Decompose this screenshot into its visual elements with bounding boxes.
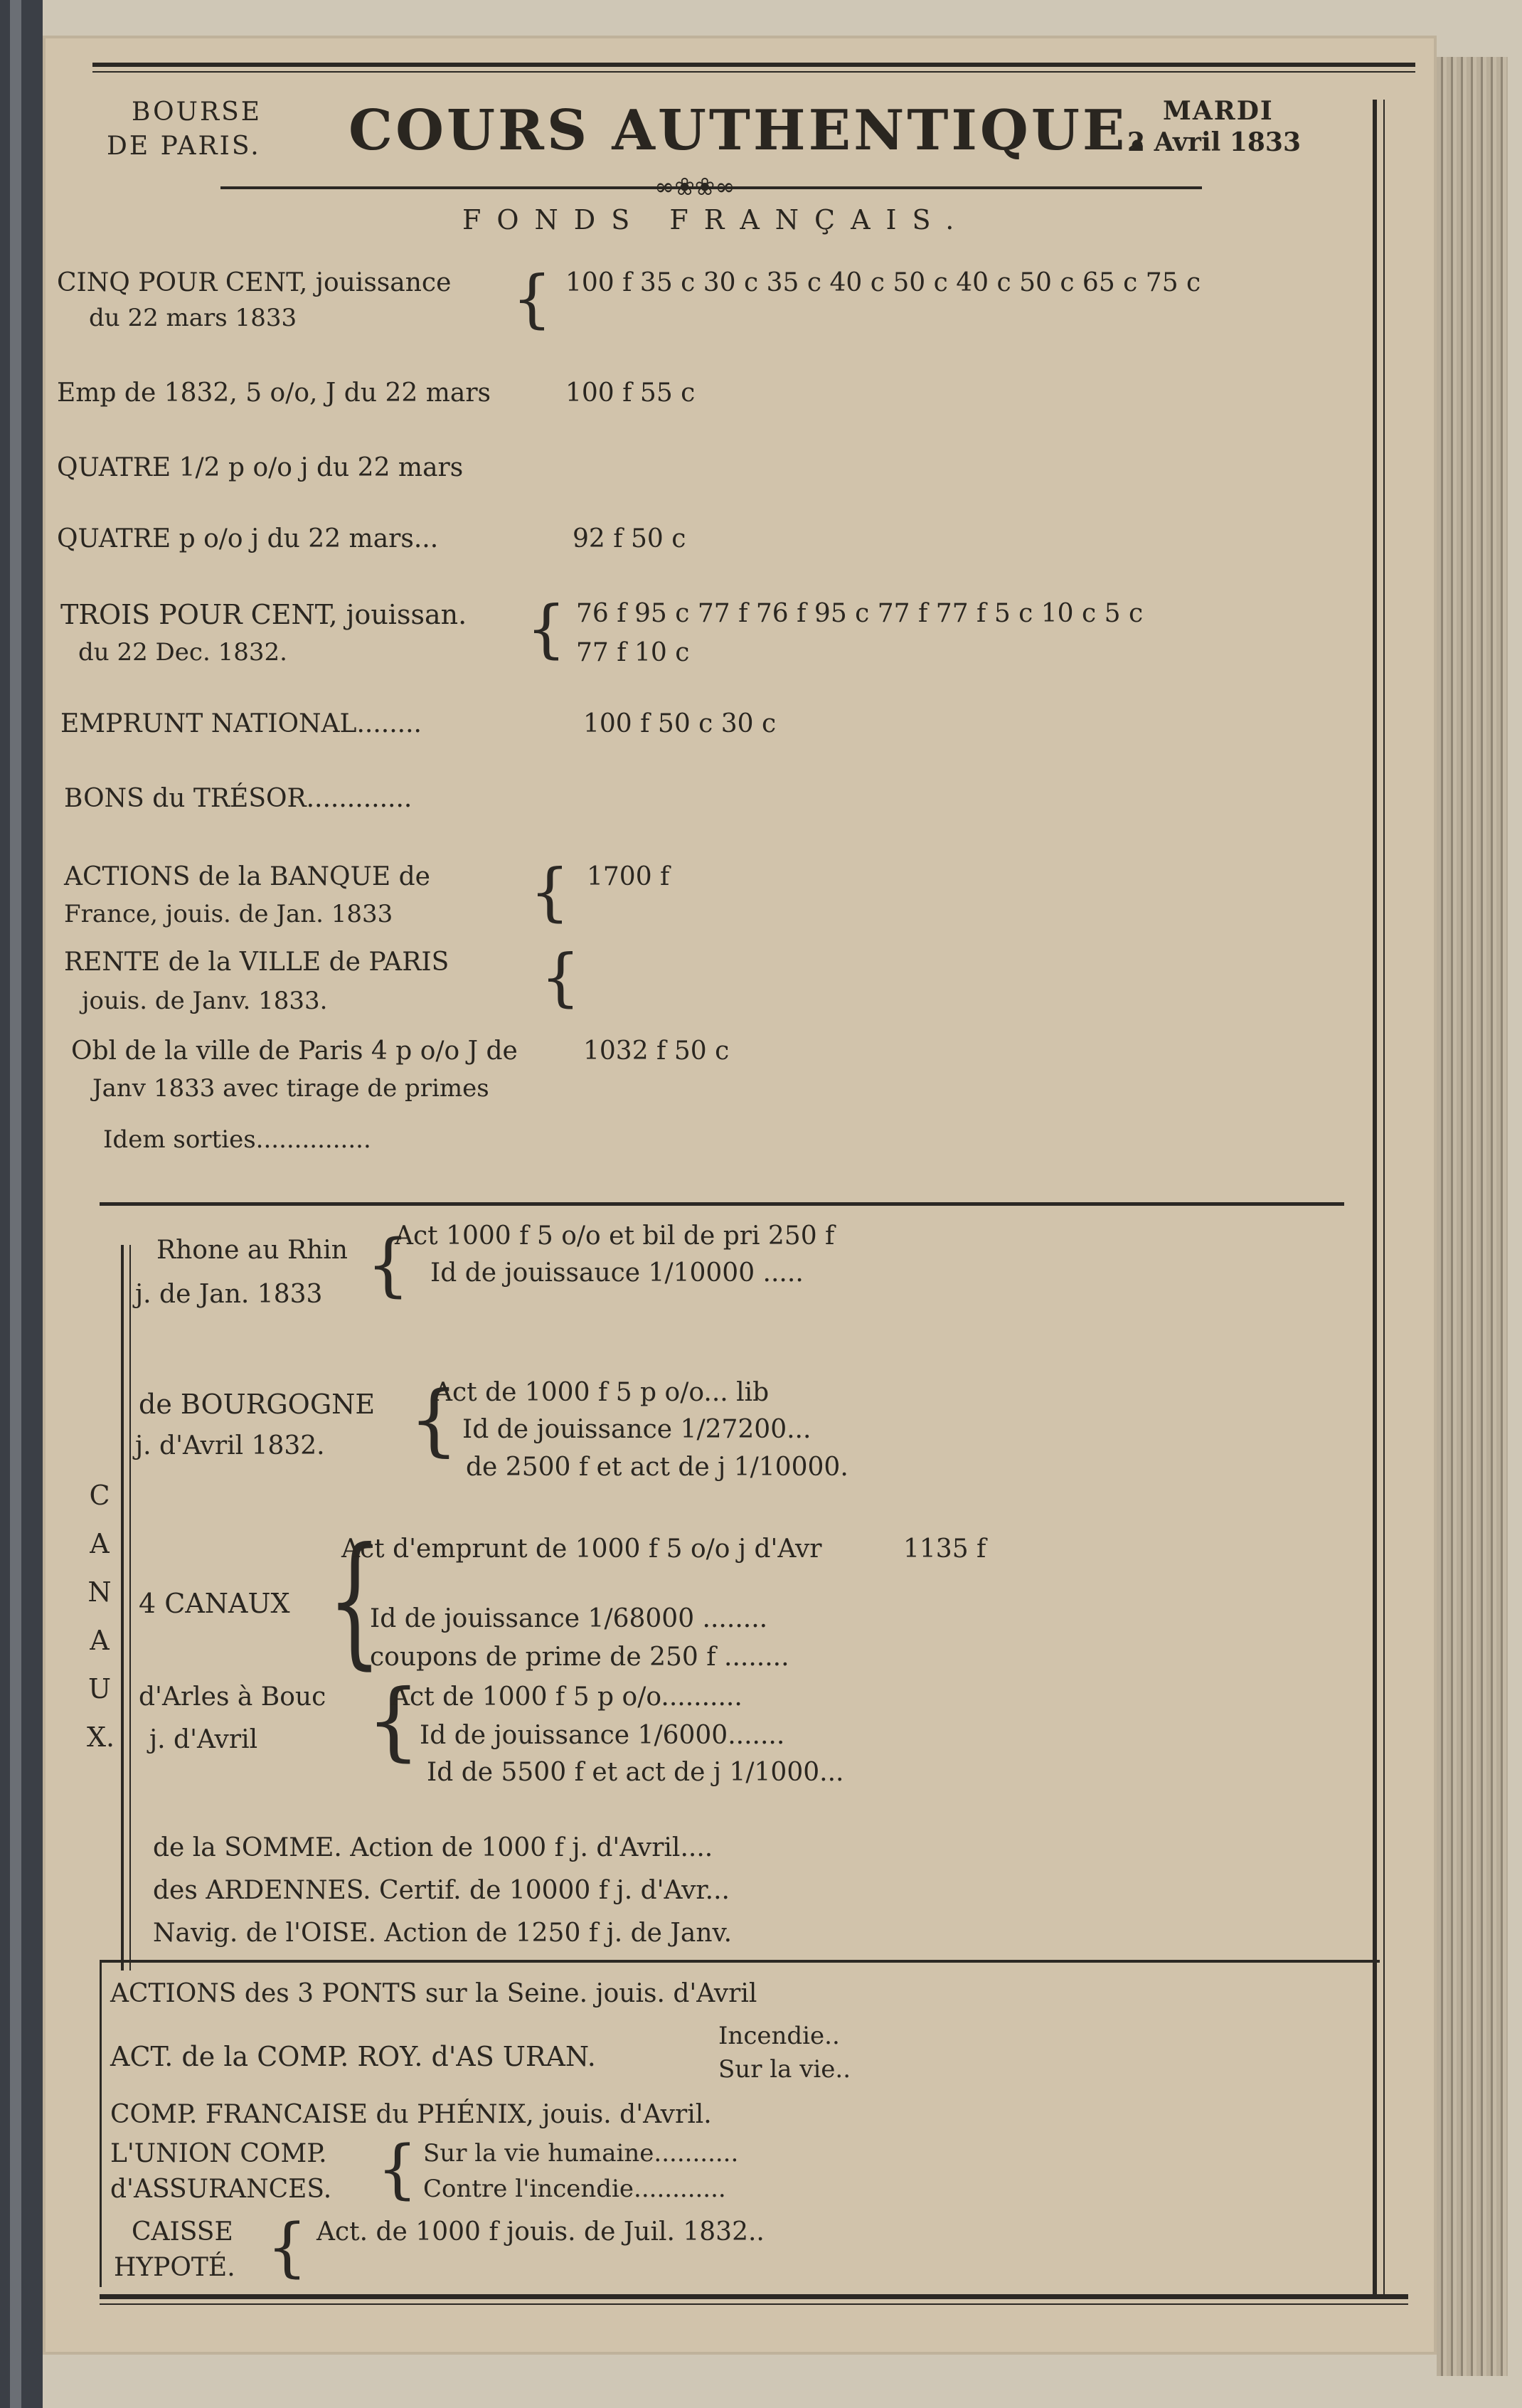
ins-union1: L'UNION COMP. (110, 2139, 327, 2168)
canal-quatre-value1: 1135 f (903, 1534, 986, 1564)
canaux-vertical-rule (121, 1245, 124, 1971)
header-date: 2 Avril 1833 (1127, 127, 1302, 157)
canal-bourgogne-line1: Act de 1000 f 5 p o/o... lib (434, 1378, 770, 1407)
bottom-rule-thin (100, 2303, 1408, 2305)
row-trois-value: 76 f 95 c 77 f 76 f 95 c 77 f 77 f 5 c 10 c 5 c (576, 599, 1144, 628)
canal-bourgogne-sub: j. d'Avril 1832. (135, 1431, 325, 1460)
canal-quatre-name: 4 CANAUX (139, 1588, 290, 1619)
brace: { (409, 1374, 459, 1465)
canal-bourgogne-line3: de 2500 f et act de j 1/10000. (466, 1453, 848, 1482)
row-banque-label: ACTIONS de la BANQUE de (64, 862, 430, 891)
canal-ardennes: des ARDENNES. Certif. de 10000 f j. d'Avr... (153, 1876, 730, 1905)
canal-rhone-line2: Id de jouissauce 1/10000 ..... (430, 1258, 804, 1288)
row-trois-value2: 77 f 10 c (576, 638, 690, 667)
brace: { (267, 2210, 308, 2285)
canal-arles-sub: j. d'Avril (149, 1725, 258, 1754)
page-edge-stripe (10, 0, 21, 2408)
ins-sur-vie: Sur la vie.. (718, 2055, 851, 2084)
row-quatre-demi-label: QUATRE 1/2 p o/o j du 22 mars (57, 453, 464, 482)
canal-bourgogne-name: de BOURGOGNE (139, 1389, 376, 1420)
canal-bourgogne-line2: Id de jouissance 1/27200... (462, 1415, 811, 1444)
canal-somme: de la SOMME. Action de 1000 f j. d'Avril.... (153, 1833, 713, 1862)
row-trois-sub: du 22 Dec. 1832. (78, 638, 287, 667)
assurances-top-rule (100, 1960, 1380, 1963)
row-emprunt-label: EMPRUNT NATIONAL........ (60, 709, 422, 738)
right-vertical-rule-thin (1383, 100, 1385, 2298)
brace: { (530, 855, 570, 928)
page-edge-left (0, 0, 43, 2408)
ins-caisse-act: Act. de 1000 f jouis. de Juil. 1832.. (316, 2217, 765, 2247)
top-rule-thin (92, 71, 1415, 73)
page-title: COURS AUTHENTIQUE. (348, 98, 1150, 163)
ins-incendie: Incendie.. (718, 2022, 840, 2050)
canal-arles-line3: Id de 5500 f et act de j 1/1000... (427, 1758, 844, 1787)
page-stack-edge (1437, 57, 1508, 2376)
ins-union2: d'ASSURANCES. (110, 2175, 332, 2204)
row-cinq-sub: du 22 mars 1833 (89, 304, 297, 332)
row-cinq-label: CINQ POUR CENT, jouissance (57, 268, 452, 297)
header-day: MARDI (1163, 96, 1274, 126)
row-obl-value: 1032 f 50 c (583, 1036, 730, 1066)
canal-arles-line2: Id de jouissance 1/6000....... (420, 1721, 785, 1750)
canal-arles-name: d'Arles à Bouc (139, 1682, 326, 1712)
canaux-vertical-label: C A N A U X. (87, 1480, 115, 1753)
canaux-vertical-rule-2 (129, 1245, 131, 1971)
ins-caisse1: CAISSE (132, 2217, 233, 2247)
row-rente-sub: jouis. de Janv. 1833. (82, 987, 328, 1015)
header-de-paris: DE PARIS. (107, 132, 261, 161)
brace: { (377, 2132, 418, 2207)
row-cinq-value: 100 f 35 c 30 c 35 c 40 c 50 c 40 c 50 c 65 c 75 c (565, 268, 1201, 297)
ins-ponts: ACTIONS des 3 PONTS sur la Seine. jouis. d'Avril (110, 1979, 757, 2008)
row-emp1832-value: 100 f 55 c (565, 378, 696, 408)
document-page (43, 36, 1437, 2355)
top-rule (92, 63, 1415, 67)
ins-phenix: COMP. FRANCAISE du PHÉNIX, jouis. d'Avril. (110, 2100, 712, 2129)
canal-rhone-name: Rhone au Rhin (156, 1236, 348, 1265)
row-quatre-label: QUATRE p o/o j du 22 mars... (57, 524, 439, 553)
row-obl-label: Obl de la ville de Paris 4 p o/o J de (71, 1036, 518, 1066)
brace: { (366, 1672, 421, 1771)
row-bons-label: BONS du TRÉSOR............. (64, 784, 413, 813)
row-trois-label: TROIS POUR CENT, jouissan. (60, 599, 467, 630)
row-banque-value: 1700 f (587, 862, 670, 891)
row-banque-sub: France, jouis. de Jan. 1833 (64, 900, 393, 928)
brace: { (366, 1225, 410, 1305)
canaux-top-rule (100, 1202, 1344, 1206)
row-obl-sub: Janv 1833 avec tirage de primes (92, 1074, 489, 1103)
canal-quatre-line3: coupons de prime de 250 f ........ (370, 1643, 789, 1672)
ins-union-vie: Sur la vie humaine........... (423, 2139, 739, 2168)
canal-arles-line1: Act de 1000 f 5 p o/o.......... (391, 1682, 743, 1712)
brace: { (512, 262, 552, 335)
canal-quatre-line2: Id de jouissance 1/68000 ........ (370, 1604, 768, 1633)
canal-quatre-line1: Act d'emprunt de 1000 f 5 o/o j d'Avr (341, 1534, 822, 1564)
right-vertical-rule (1373, 100, 1377, 2298)
ornament-glyph: ∞❀❀∞ (654, 173, 735, 201)
ins-caisse2: HYPOTÉ. (114, 2253, 235, 2282)
canal-oise: Navig. de l'OISE. Action de 1250 f j. de Janv. (153, 1919, 733, 1948)
assurances-left-rule (100, 1960, 102, 2287)
row-idem-label: Idem sorties............... (103, 1125, 371, 1154)
section-title: FONDS FRANÇAIS. (462, 204, 970, 235)
canal-rhone-line1: Act 1000 f 5 o/o et bil de pri 250 f (395, 1221, 835, 1251)
ins-union-inc: Contre l'incendie............ (423, 2175, 726, 2203)
canal-rhone-sub: j. de Jan. 1833 (135, 1280, 323, 1309)
brace: { (526, 592, 566, 665)
row-quatre-value: 92 f 50 c (573, 524, 686, 553)
row-emp1832-label: Emp de 1832, 5 o/o, J du 22 mars (57, 378, 491, 408)
bottom-rule (100, 2294, 1408, 2299)
row-rente-label: RENTE de la VILLE de PARIS (64, 948, 449, 977)
row-emprunt-value: 100 f 50 c 30 c (583, 709, 777, 738)
brace: { (541, 940, 580, 1014)
header-bourse: BOURSE (132, 97, 262, 127)
brace: { (327, 1517, 382, 1683)
ins-comp-roy: ACT. de la COMP. ROY. d'AS URAN. (110, 2041, 596, 2072)
